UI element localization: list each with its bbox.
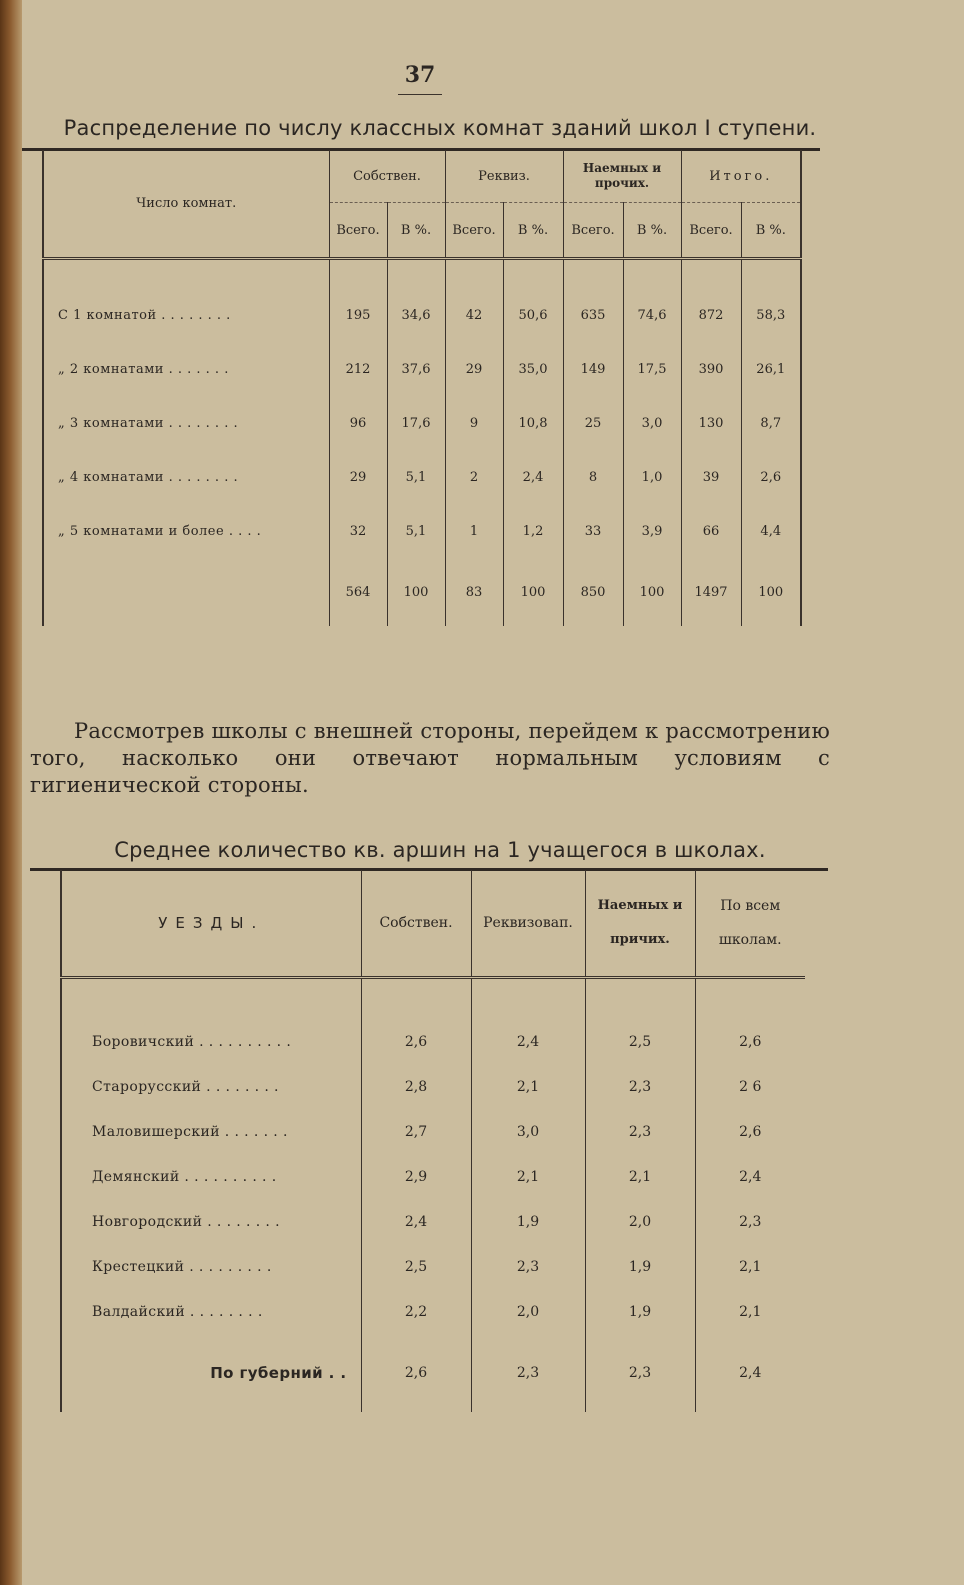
column-header: По всем школам.: [695, 870, 805, 978]
cell: 2 6: [695, 1064, 805, 1109]
cell: 32: [329, 504, 387, 558]
row-label: С 1 комнатой . . . . . . . .: [43, 288, 329, 342]
district-label: Маловишерский . . . . . . .: [61, 1109, 361, 1154]
cell: 10,8: [503, 396, 563, 450]
table-row: [43, 450, 801, 504]
cell: 1,9: [585, 1289, 695, 1334]
row-header: Число комнат.: [43, 150, 329, 259]
cell: 74,6: [623, 288, 681, 342]
table-row: [61, 1244, 805, 1289]
group-header-requisitioned: Реквиз.: [445, 150, 563, 203]
district-label: Валдайский . . . . . . . .: [61, 1289, 361, 1334]
cell: 2,0: [585, 1199, 695, 1244]
cell: 58,3: [741, 288, 801, 342]
cell: 2,5: [361, 1244, 471, 1289]
table-row: [43, 396, 801, 450]
table2-title: Среднее количество кв. аршин на 1 учащегося в школах.: [114, 838, 766, 862]
group-header-own: Собствен.: [329, 150, 445, 203]
district-label: Старорусский . . . . . . . .: [61, 1064, 361, 1109]
cell: 2,9: [361, 1154, 471, 1199]
sub-header-pct: В %.: [387, 203, 445, 259]
paragraph-text: Рассмотрев школы с внешней стороны, перейдем к рассмотрению того, насколько они отвечают нормальным условиям с гигиенической стороны.: [30, 719, 830, 797]
cell: 2,3: [585, 1109, 695, 1154]
cell: 3,0: [623, 396, 681, 450]
sub-header-total: Всего.: [445, 203, 503, 259]
cell: 34,6: [387, 288, 445, 342]
district-label: Демянский . . . . . . . . . .: [61, 1154, 361, 1199]
cell: 9: [445, 396, 503, 450]
cell: 2,0: [471, 1289, 585, 1334]
cell: 5,1: [387, 504, 445, 558]
total-cell: 100: [387, 558, 445, 626]
table1-title: Распределение по числу классных комнат зданий школ I ступени.: [63, 116, 817, 140]
cell: 2,1: [471, 1154, 585, 1199]
total-cell: 850: [563, 558, 623, 626]
total-cell: 1497: [681, 558, 741, 626]
group-header-rented: Наемных и прочих.: [563, 150, 681, 203]
cell: 1,0: [623, 450, 681, 504]
total-cell: 2,3: [471, 1334, 585, 1412]
cell: 39: [681, 450, 741, 504]
page-number-underline: [398, 94, 442, 95]
cell: 2,1: [695, 1244, 805, 1289]
cell: 2,1: [585, 1154, 695, 1199]
cell: 2,7: [361, 1109, 471, 1154]
cell: 149: [563, 342, 623, 396]
column-header: Реквизовап.: [471, 870, 585, 978]
totals-row: [61, 1334, 805, 1412]
table-row: [61, 1289, 805, 1334]
sub-header-total: Всего.: [681, 203, 741, 259]
cell: 872: [681, 288, 741, 342]
sub-header-total: Всего.: [563, 203, 623, 259]
cell: 2,3: [471, 1244, 585, 1289]
cell: 1,9: [585, 1244, 695, 1289]
province-total-label: По губерний . .: [61, 1334, 361, 1412]
cell: 130: [681, 396, 741, 450]
cell: 2,1: [695, 1289, 805, 1334]
cell: 8: [563, 450, 623, 504]
cell: 2,6: [361, 1019, 471, 1064]
total-cell: 2,4: [695, 1334, 805, 1412]
cell: 2,6: [741, 450, 801, 504]
cell: 3,0: [471, 1109, 585, 1154]
cell: 212: [329, 342, 387, 396]
totals-row: [43, 558, 801, 626]
cell: 1,9: [471, 1199, 585, 1244]
table-row: [61, 1154, 805, 1199]
cell: 37,6: [387, 342, 445, 396]
table-row: [43, 288, 801, 342]
cell: 29: [445, 342, 503, 396]
cell: 42: [445, 288, 503, 342]
page-number: 37: [404, 62, 436, 88]
column-header: Собствен.: [361, 870, 471, 978]
sub-header-pct: В %.: [623, 203, 681, 259]
table-row: [43, 504, 801, 558]
cell: 96: [329, 396, 387, 450]
cell: 29: [329, 450, 387, 504]
cell: 66: [681, 504, 741, 558]
cell: 2,2: [361, 1289, 471, 1334]
row-label: „ 4 комнатами . . . . . . . .: [43, 450, 329, 504]
cell: 4,4: [741, 504, 801, 558]
cell: 195: [329, 288, 387, 342]
table-row: [43, 342, 801, 396]
total-cell: 100: [503, 558, 563, 626]
total-cell: 564: [329, 558, 387, 626]
cell: 1: [445, 504, 503, 558]
total-cell: 100: [623, 558, 681, 626]
table-row: [61, 1019, 805, 1064]
cell: 50,6: [503, 288, 563, 342]
cell: 2,4: [471, 1019, 585, 1064]
row-label: „ 5 комнатами и более . . . .: [43, 504, 329, 558]
row-label: „ 2 комнатами . . . . . . .: [43, 342, 329, 396]
cell: 2,1: [471, 1064, 585, 1109]
cell: 2,8: [361, 1064, 471, 1109]
page-binding-edge: [0, 0, 22, 1585]
cell: 2,5: [585, 1019, 695, 1064]
cell: 2,3: [695, 1199, 805, 1244]
cell: 1,2: [503, 504, 563, 558]
cell: 2,3: [585, 1064, 695, 1109]
row-label: „ 3 комнатами . . . . . . . .: [43, 396, 329, 450]
cell: 35,0: [503, 342, 563, 396]
column-header: Наемных и причих.: [585, 870, 695, 978]
districts-header: УЕЗДЫ.: [61, 870, 361, 978]
classrooms-table: [42, 150, 802, 626]
cell: 3,9: [623, 504, 681, 558]
cell: 2,4: [695, 1154, 805, 1199]
cell: 2,4: [361, 1199, 471, 1244]
table-row: [61, 1109, 805, 1154]
cell: 25: [563, 396, 623, 450]
sub-header-pct: В %.: [503, 203, 563, 259]
total-cell: 100: [741, 558, 801, 626]
table-row: [61, 1064, 805, 1109]
cell: 17,5: [623, 342, 681, 396]
total-cell: 2,3: [585, 1334, 695, 1412]
cell: 33: [563, 504, 623, 558]
area-per-student-table: [60, 870, 805, 1412]
cell: 2: [445, 450, 503, 504]
cell: 2,6: [695, 1019, 805, 1064]
total-cell: 83: [445, 558, 503, 626]
cell: 2,4: [503, 450, 563, 504]
cell: 635: [563, 288, 623, 342]
group-header-total: Итого.: [681, 150, 801, 203]
district-label: Новгородский . . . . . . . .: [61, 1199, 361, 1244]
sub-header-pct: В %.: [741, 203, 801, 259]
sub-header-total: Всего.: [329, 203, 387, 259]
cell: 26,1: [741, 342, 801, 396]
district-label: Крестецкий . . . . . . . . .: [61, 1244, 361, 1289]
cell: 2,6: [695, 1109, 805, 1154]
cell: 5,1: [387, 450, 445, 504]
table-row: [61, 1199, 805, 1244]
district-label: Боровичский . . . . . . . . . .: [61, 1019, 361, 1064]
body-paragraph: [30, 718, 830, 799]
total-cell: 2,6: [361, 1334, 471, 1412]
cell: 390: [681, 342, 741, 396]
cell: 8,7: [741, 396, 801, 450]
cell: 17,6: [387, 396, 445, 450]
